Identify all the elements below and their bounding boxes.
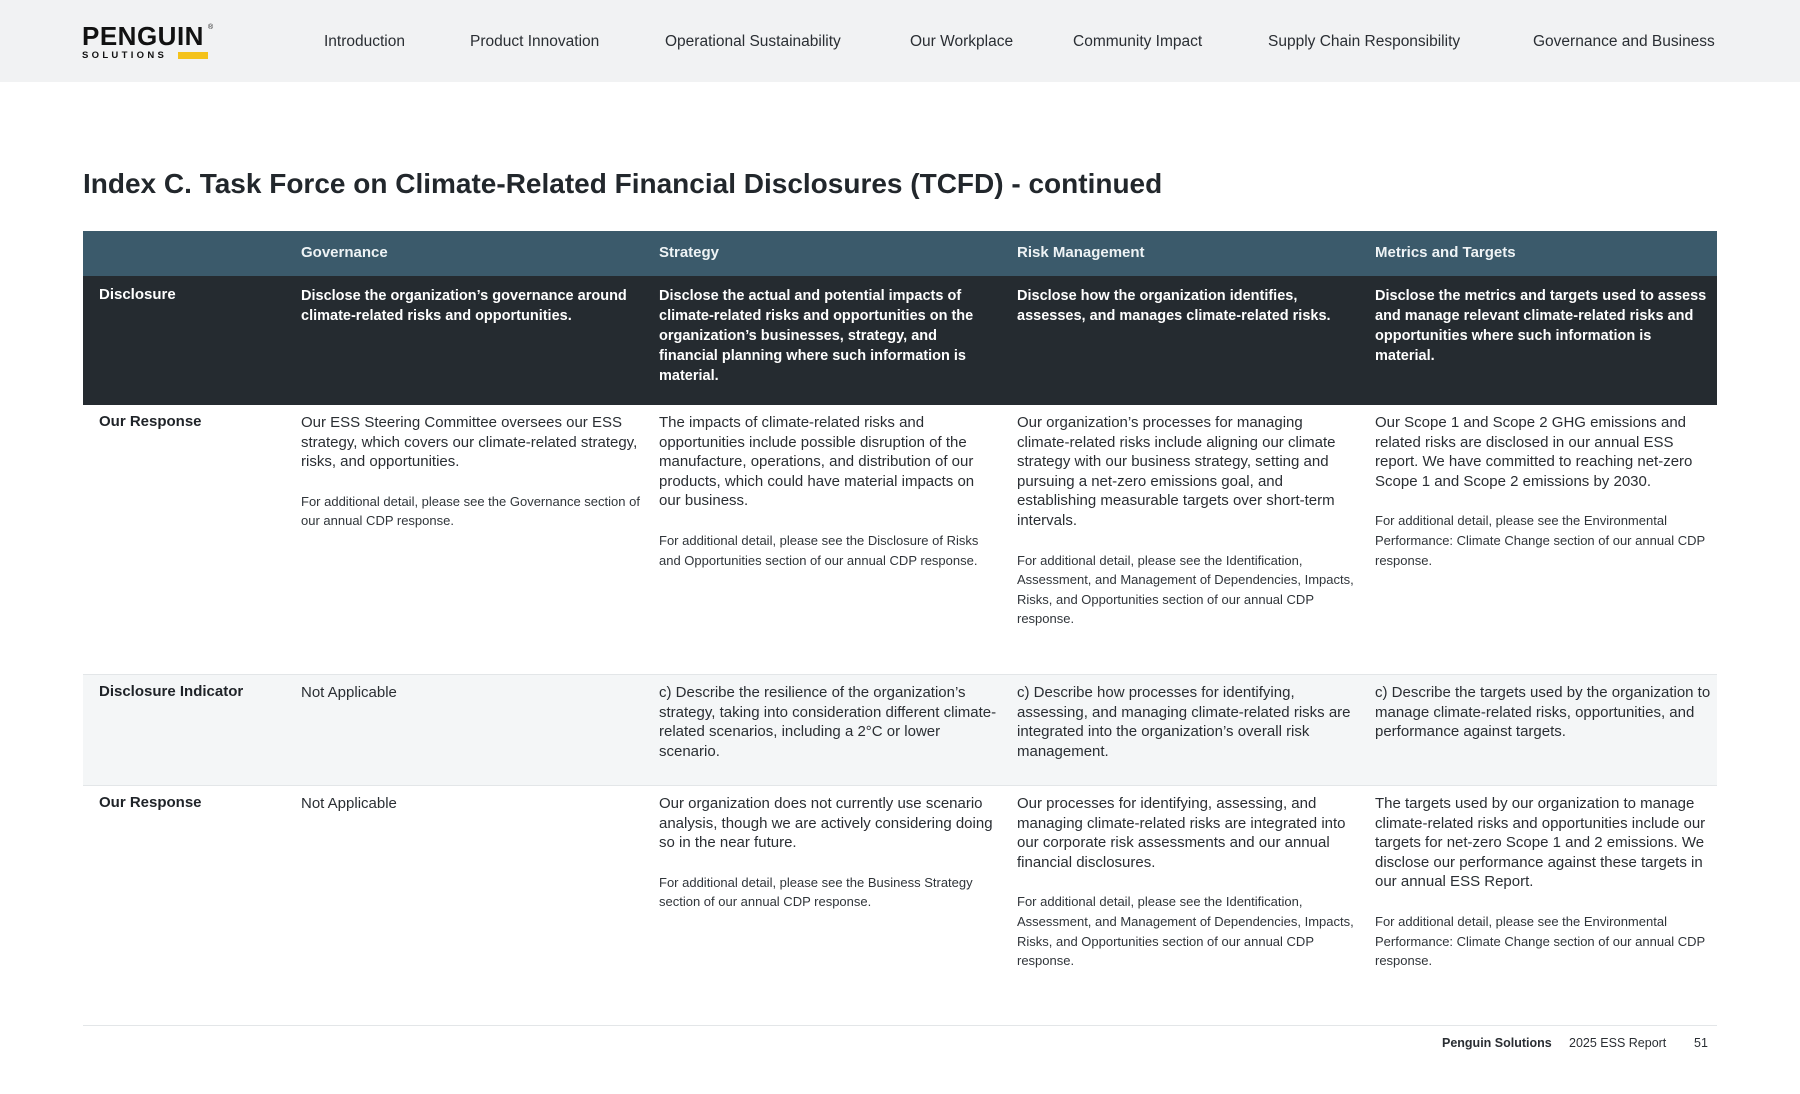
column-header-metrics-and-targets: Metrics and Targets: [1375, 244, 1516, 261]
table-cell: [301, 413, 641, 531]
cell-text: Our processes for identifying, assessing, and managing climate-related risks are integrated into our corporate risk assessments and our annual financial disclosures.: [1017, 795, 1346, 871]
cell-note: For additional detail, please see the Identification, Assessment, and Management of Dependencies, Impacts, Risks, and Opportunities section of our annual CDP response.: [1017, 894, 1354, 969]
table-header-row: [83, 231, 1717, 276]
row-label: Our Response: [99, 794, 202, 811]
table-cell: [1375, 683, 1715, 742]
table-cell: [659, 413, 999, 570]
logo-accent-bar: [178, 52, 208, 59]
column-header-risk-management: Risk Management: [1017, 244, 1145, 261]
table-cell: [659, 794, 999, 912]
table-cell: [301, 794, 641, 814]
cell-note: For additional detail, please see the Disclosure of Risks and Opportunities section of our annual CDP response.: [659, 532, 979, 568]
row-label: Disclosure Indicator: [99, 683, 244, 700]
cell-text: The impacts of climate-related risks and opportunities include possible disruption of the manufacture, operations, and distribution of our products, which could have material impacts on our business.: [659, 414, 975, 510]
table-cell: [301, 683, 641, 703]
cell-note: For additional detail, please see the Identification, Assessment, and Management of Dependencies, Impacts, Risks, and Opportunities section of our annual CDP response.: [1017, 552, 1354, 627]
table-cell: [1017, 683, 1357, 761]
footer-brand: Penguin Solutions: [1442, 1036, 1552, 1050]
nav-governance-and-business[interactable]: Governance and Business: [1533, 33, 1715, 50]
column-header-strategy: Strategy: [659, 244, 720, 261]
logo-subtitle: SOLUTIONS: [82, 50, 168, 61]
footer-page-number: 51: [1694, 1036, 1708, 1050]
nav-product-innovation[interactable]: Product Innovation: [470, 33, 600, 50]
nav-our-workplace[interactable]: Our Workplace: [910, 33, 1014, 50]
cell-text: Our Scope 1 and Scope 2 GHG emissions and related risks are disclosed in our annual ESS report. We have committed to reaching net-zero Scope 1 and Scope 2 emissions by 2030.: [1375, 414, 1693, 490]
disclosure-governance: Disclose the organization’s governance around climate-related risks and opportunities.: [301, 288, 627, 324]
nav-community-impact[interactable]: Community Impact: [1073, 33, 1203, 50]
logo-trademark: ®: [208, 24, 214, 31]
row-label: Our Response: [99, 413, 202, 430]
page-footer: [0, 1036, 1800, 1054]
disclosure-risk-management: Disclose how the organization identifies, assesses, and manages climate-related risks.: [1017, 288, 1331, 324]
table-row: [83, 675, 1717, 786]
disclosure-strategy: Disclose the actual and potential impacts of climate-related risks and opportunities on the organization’s businesses, strategy, and financial planning where such information is material.: [659, 288, 974, 384]
cell-note: For additional detail, please see the Business Strategy section of our annual CDP response.: [659, 874, 973, 910]
table-cell: [1017, 413, 1357, 629]
footer-report-name: 2025 ESS Report: [1569, 1036, 1667, 1050]
table-cell: [1375, 413, 1715, 570]
column-header-governance: Governance: [301, 244, 388, 261]
cell-text: Our organization’s processes for managing climate-related risks include aligning our climate strategy with our business strategy, setting and pursuing a net-zero emissions goal, and establishing measurable targets over short-term intervals.: [1017, 414, 1336, 529]
cell-text: Our ESS Steering Committee oversees our ESS strategy, which covers our climate-related strategy, risks, and opportunities.: [301, 414, 638, 471]
cell-text: c) Describe the targets used by the organization to manage climate-related risks, opportunities, and performance against targets.: [1375, 684, 1711, 741]
cell-text: Our organization does not currently use scenario analysis, though we are actively considering doing so in the near future.: [659, 795, 993, 852]
nav-operational-sustainability[interactable]: Operational Sustainability: [665, 33, 841, 50]
table-cell: [1375, 794, 1715, 971]
table-cell: [1017, 794, 1357, 971]
logo-wordmark: PENGUIN: [82, 21, 204, 51]
disclosure-row: [83, 276, 1717, 405]
cell-note: For additional detail, please see the Environmental Performance: Climate Change section of our annual CDP response.: [1375, 513, 1705, 568]
main-nav: [0, 33, 1800, 53]
cell-text: Not Applicable: [301, 795, 397, 812]
cell-text: c) Describe the resilience of the organization’s strategy, taking into consideration different climate-related scenarios, including a 2°C or lower scenario.: [659, 684, 997, 760]
top-navigation-bar: [0, 0, 1800, 82]
cell-note: For additional detail, please see the Governance section of our annual CDP response.: [301, 493, 640, 529]
cell-text: c) Describe how processes for identifying, assessing, and managing climate-related risks are integrated into the organization’s overall risk management.: [1017, 684, 1351, 760]
row-label: Disclosure: [99, 286, 176, 303]
table-row: [83, 786, 1717, 1026]
cell-note: For additional detail, please see the Environmental Performance: Climate Change section of our annual CDP response.: [1375, 913, 1705, 969]
page-title: Index C. Task Force on Climate-Related Financial Disclosures (TCFD) - continued: [83, 168, 1163, 199]
cell-text: Not Applicable: [301, 684, 397, 701]
disclosure-metrics-and-targets: Disclose the metrics and targets used to assess and manage relevant climate-related risks and opportunities where such information is material.: [1375, 288, 1707, 364]
nav-supply-chain-responsibility[interactable]: Supply Chain Responsibility: [1268, 33, 1461, 50]
nav-introduction[interactable]: Introduction: [324, 33, 405, 50]
table-cell: [659, 683, 999, 761]
table-row: [83, 405, 1717, 675]
cell-text: The targets used by our organization to manage climate-related risks and opportunities include our targets for net-zero Scope 1 and 2 emissions. We disclose our performance against these targets in our annual ESS Report.: [1375, 795, 1706, 891]
